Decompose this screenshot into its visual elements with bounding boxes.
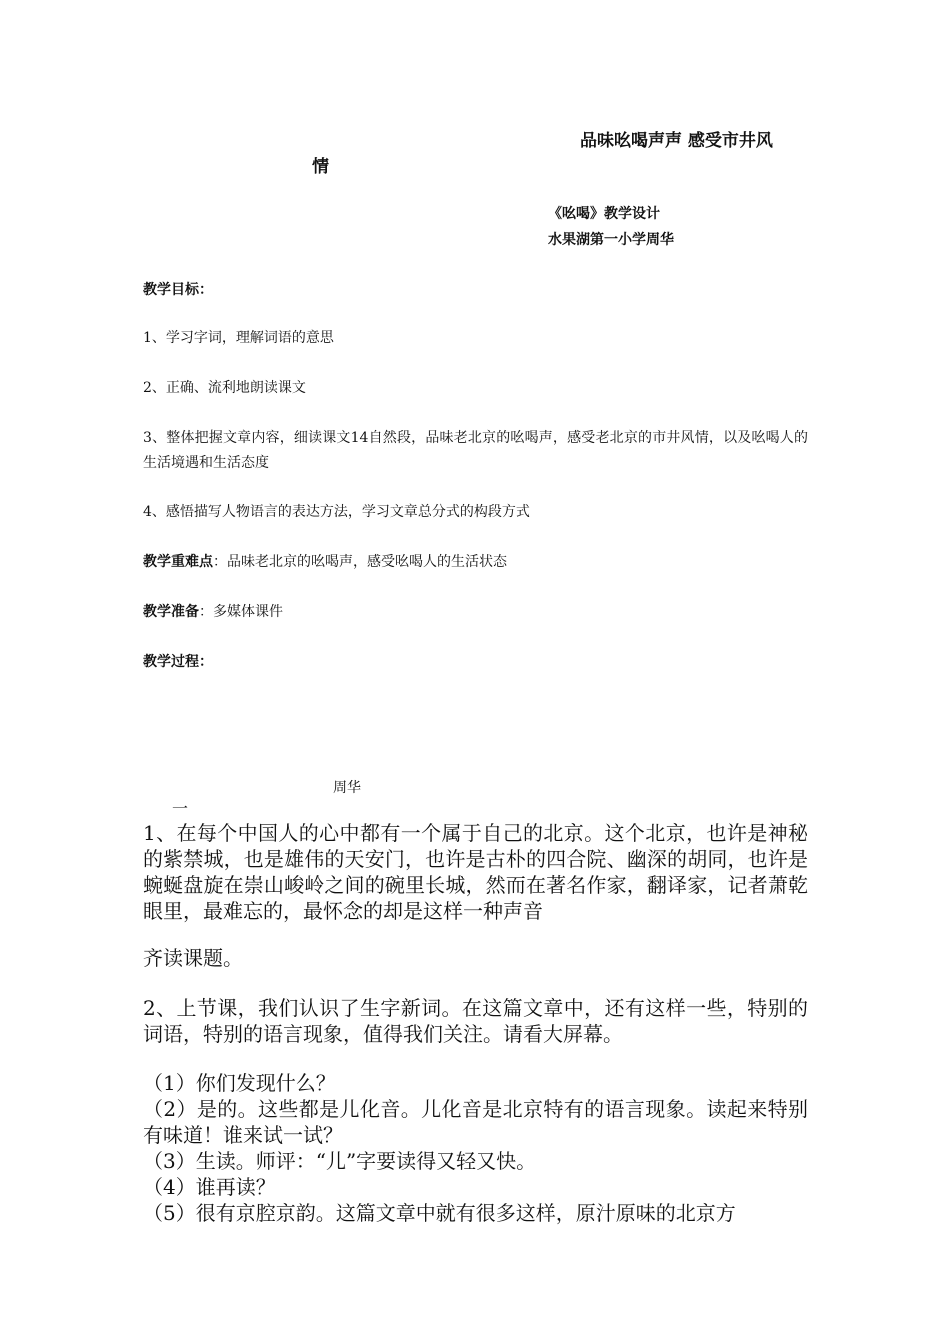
paragraph-1-text: 1、在每个中国人的心中都有一个属于自己的北京。这个北京，也许是神秘的紫禁城，也是雄伟的天安门，也许是古朴的四合院、幽深的胡同，也许是蜿蜒盘旋在崇山峻岭之间的碗里长城，然而在著名作家，翻译家，记者萧乾眼里，最难忘的，最怀念的却是这样一种声音 bbox=[143, 821, 808, 923]
paragraph-3 bbox=[143, 995, 808, 1047]
objective-item-4: 4、感悟描写人物语言的表达方法，学习文章总分式的构段方式 bbox=[143, 504, 530, 520]
objective-item-3-text: 3、整体把握文章内容，细读课文14自然段，品味老北京的吆喝声，感受老北京的市井风情，以及吆喝人的生活境遇和生活态度 bbox=[143, 430, 808, 471]
list-item: （5）很有京腔京韵。这篇文章中就有很多这样，原汁原味的北京方 bbox=[143, 1201, 736, 1225]
step-list bbox=[143, 1070, 808, 1226]
subtitle: 《吆喝》教学设计 bbox=[548, 206, 660, 222]
title-line-1: 品味吆喝声声 感受市井风 bbox=[580, 131, 773, 151]
objectives-heading: 教学目标： bbox=[143, 282, 213, 298]
key-points bbox=[143, 551, 507, 571]
preparation-label: 教学准备 bbox=[143, 604, 199, 620]
objective-item-3 bbox=[143, 426, 808, 476]
author-small: 周华 bbox=[333, 780, 361, 796]
process-heading: 教学过程： bbox=[143, 654, 213, 670]
preparation-text: ：多媒体课件 bbox=[199, 604, 283, 620]
objective-item-2: 2、正确、流利地朗读课文 bbox=[143, 380, 306, 396]
paragraph-2: 齐读课题。 bbox=[143, 946, 243, 970]
preparation bbox=[143, 601, 283, 621]
key-points-text: ：品味老北京的吆喝声，感受吆喝人的生活状态 bbox=[213, 554, 507, 570]
author-line: 水果湖第一小学周华 bbox=[548, 232, 674, 248]
paragraph-1 bbox=[143, 820, 808, 924]
list-item: （1）你们发现什么？ bbox=[143, 1071, 336, 1095]
paragraph-3-text: 2、上节课，我们认识了生字新词。在这篇文章中，还有这样一些，特别的词语，特别的语言现象，值得我们关注。请看大屏幕。 bbox=[143, 996, 808, 1046]
list-item: （4）谁再读？ bbox=[143, 1175, 276, 1199]
title-line-2: 情 bbox=[312, 157, 329, 177]
section-mark: 一 bbox=[172, 799, 189, 818]
list-item: （3）生读。师评：“儿”字要读得又轻又快。 bbox=[143, 1149, 537, 1173]
list-item: （2）是的。这些都是儿化音。儿化音是北京特有的语言现象。读起来特别有味道！谁来试一试？ bbox=[143, 1097, 808, 1147]
objective-item-1: 1、学习字词，理解词语的意思 bbox=[143, 330, 334, 346]
key-points-label: 教学重难点 bbox=[143, 554, 213, 570]
